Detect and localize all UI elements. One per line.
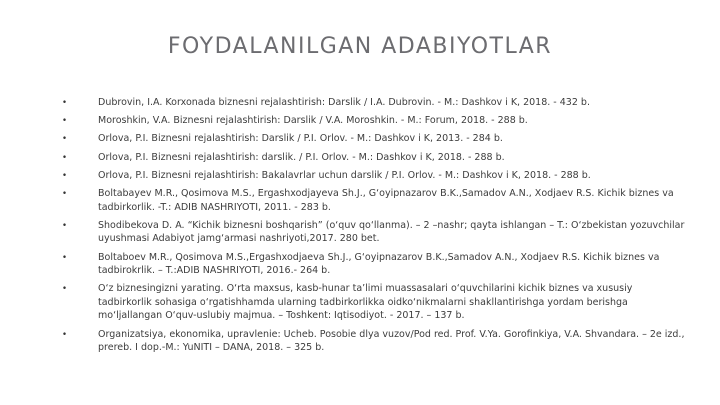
reference-item <box>62 151 687 165</box>
reference-text: Moroshkin, V.A. Biznesni rejalashtirish: Darslik / V.A. Moroshkin. - M.: Forum, 2018. - 288 b. <box>98 115 528 127</box>
bullet-icon: • <box>62 98 68 108</box>
reference-text: Orlova, P.I. Biznesni rejalashtirish: Darslik / P.I. Orlov. - M.: Dashkov i K, 2013. - 284 b. <box>98 133 503 145</box>
reference-text: Boltabayev M.R., Qosimova M.S., Ergashxodjayeva Sh.J., G‘oyipnazarov B.K.,Samadov A.N., Xodjaev R.S. Kichik biznes va tadbirkorlik. -T.: ADIB NASHRIYOTI, 2011. - 283 b. <box>98 187 674 213</box>
reference-text: Orlova, P.I. Biznesni rejalashtirish: darslik. / P.I. Orlov. - M.: Dashkov i K, 2018. - 288 b. <box>98 151 505 163</box>
bullet-icon: • <box>62 220 68 231</box>
bullet-icon: • <box>62 284 68 295</box>
slide-title: FOYDALANILGAN ADABIYOTLAR <box>167 34 553 59</box>
reference-item <box>62 187 687 214</box>
bullet-icon: • <box>62 134 68 145</box>
reference-text: Boltaboev M.R., Qosimova M.S.,Ergashxodjaeva Sh.J., G‘oyipnazarov B.K.,Samadov A.N., Xodjaev R.S. Kichik biznes va tadbirokrlik. – T.:ADIB NASHRIYOTI, 2016.- 264 b. <box>98 251 660 277</box>
bullet-icon: • <box>62 188 68 199</box>
reference-text: O‘z biznesingizni yarating. O‘rta maxsus, kasb-hunar ta’limi muassasalari o‘quvchilarini kichik biznes va xususiy tadbirkorlik sohasiga o‘rgatishhamda ularning tadbirkorlikka oidko‘nikmalarni shakllantirishga yordam berishga mo‘ljallangan O‘quv-uslubiy majmua. – Toshkent: Iqtisodiyot. - 2017. – 137 b. <box>98 283 633 322</box>
reference-text: Orlova, P.I. Biznesni rejalashtirish: Bakalavrlar uchun darslik / P.I. Orlov. - M.: Dashkov i K, 2018. - 288 b. <box>98 169 591 181</box>
references-list <box>62 96 687 359</box>
bullet-icon: • <box>62 116 68 127</box>
bullet-icon: • <box>62 170 68 181</box>
reference-text: Dubrovin, I.A. Korxonada biznesni rejalashtirish: Darslik / I.A. Dubrovin. - M.: Dashkov i K, 2018. - 432 b. <box>98 97 590 108</box>
reference-text: Shodibekova D. A. “Kichik biznesni boshqarish” (o‘quv qo‘llanma). – 2 –nashr; qayta ishlangan – T.: O‘zbekistan yozuvchilar uyushmasi Adabiyot jamg‘armasi nashriyoti,2017. 280 bet. <box>98 219 685 245</box>
reference-item <box>62 219 687 246</box>
bullet-icon: • <box>62 152 68 163</box>
reference-text: Organizatsiya, ekonomika, upravlenie: Ucheb. Posobie dlya vuzov/Pod red. Prof. V.Ya. Gorofinkiya, V.A. Shvandara. – 2e izd., prereb. I dop.-M.: YuNITI – DANA, 2018. – 325 b. <box>98 328 685 354</box>
reference-item <box>62 282 687 323</box>
reference-item <box>62 169 687 183</box>
reference-item <box>62 328 687 355</box>
bullet-icon: • <box>62 329 68 340</box>
reference-item <box>62 132 687 146</box>
bullet-icon: • <box>62 252 68 263</box>
reference-item <box>62 251 687 278</box>
reference-item <box>62 114 687 128</box>
reference-item <box>62 96 687 110</box>
